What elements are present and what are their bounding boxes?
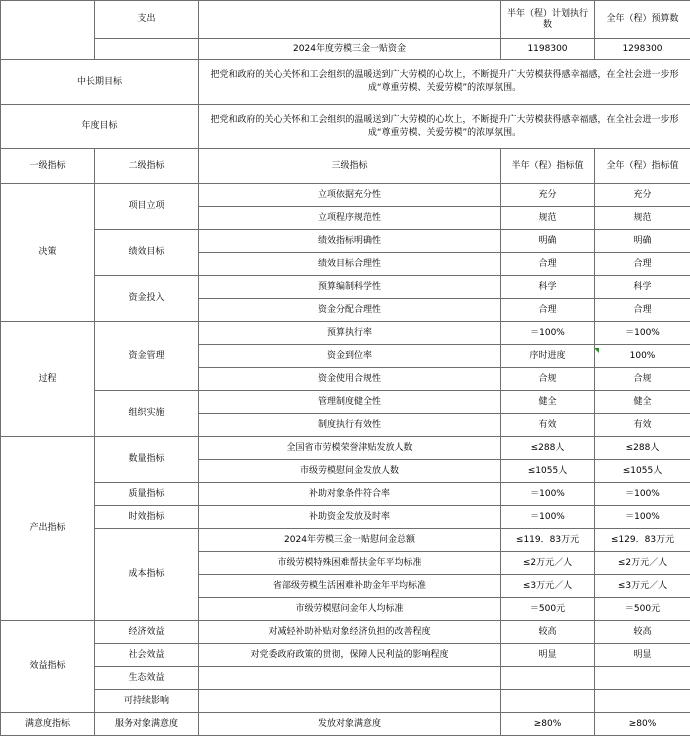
full-value: 有效 (595, 414, 690, 437)
half-amount: 1198300 (501, 39, 595, 60)
full-value: 充分 (595, 184, 690, 207)
full-value: 明确 (595, 230, 690, 253)
half-value: ＝100% (501, 506, 595, 529)
subgroup-sustainable: 可持续影响 (95, 690, 199, 713)
long-term-goal-label: 中长期目标 (1, 60, 199, 105)
blank-cell (95, 39, 199, 60)
half-value: 健全 (501, 391, 595, 414)
expense-header-row (1, 1, 690, 39)
indicator-name (199, 667, 501, 690)
full-value (595, 667, 690, 690)
column-header-row (1, 149, 690, 184)
table-row (1, 667, 690, 690)
half-value: ＝500元 (501, 598, 595, 621)
subgroup-ecological: 生态效益 (95, 667, 199, 690)
half-value: 合规 (501, 368, 595, 391)
half-value: ≥80% (501, 713, 595, 736)
table-row (1, 184, 690, 207)
table-row (1, 644, 690, 667)
level2-header: 二级指标 (95, 149, 199, 184)
group-output: 产出指标 (1, 437, 95, 621)
indicator-name: 制度执行有效性 (199, 414, 501, 437)
indicator-name: 全国省市劳模荣誉津贴发放人数 (199, 437, 501, 460)
subgroup-fund-input: 资金投入 (95, 276, 199, 322)
half-year-plan-header: 半年（程）计划执行数 (501, 1, 595, 39)
long-term-goal-text: 把党和政府的关心关怀和工会组织的温暖送到广大劳模的心坎上，不断提升广大劳模获得感幸福感，在全社会进一步形成“尊重劳模、关爱劳模”的浓厚氛围。 (199, 60, 690, 105)
subgroup-fund-management: 资金管理 (95, 322, 199, 391)
indicator-name: 预算执行率 (199, 322, 501, 345)
subgroup-project-setup: 项目立项 (95, 184, 199, 230)
group-benefit: 效益指标 (1, 621, 95, 713)
full-value: ≤129．83万元 (595, 529, 690, 552)
full-value: ≤288人 (595, 437, 690, 460)
indicator-name: 对减轻补助补贴对象经济负担的改善程度 (199, 621, 501, 644)
annual-goal-text: 把党和政府的关心关怀和工会组织的温暖送到广大劳模的心坎上，不断提升广大劳模获得感幸福感，在全社会进一步形成“尊重劳模、关爱劳模”的浓厚氛围。 (199, 105, 690, 149)
full-value: ＝100% (595, 483, 690, 506)
indicator-name: 管理制度健全性 (199, 391, 501, 414)
half-value (501, 667, 595, 690)
indicator-name: 立项程序规范性 (199, 207, 501, 230)
table-row (1, 437, 690, 460)
table-row (1, 322, 690, 345)
full-value: 明显 (595, 644, 690, 667)
table-row (1, 506, 690, 529)
full-value (595, 690, 690, 713)
table-row (1, 276, 690, 299)
table-row (1, 529, 690, 552)
indicator-name: 2024年劳模三金一贴慰问金总额 (199, 529, 501, 552)
half-value: ＝100% (501, 322, 595, 345)
table-row (1, 690, 690, 713)
full-value: ≤1055人 (595, 460, 690, 483)
blank-cell (1, 1, 95, 60)
subgroup-performance-goal: 绩效目标 (95, 230, 199, 276)
indicator-name (199, 690, 501, 713)
level3-header: 三级指标 (199, 149, 501, 184)
group-satisfaction: 满意度指标 (1, 713, 95, 736)
half-value: ≤288人 (501, 437, 595, 460)
half-value: ≤3万元／人 (501, 575, 595, 598)
half-value: 较高 (501, 621, 595, 644)
subgroup-quantity: 数量指标 (95, 437, 199, 483)
full-value-header: 全年（程）指标值 (595, 149, 690, 184)
full-value: ≤3万元／人 (595, 575, 690, 598)
level1-header: 一级指标 (1, 149, 95, 184)
indicator-name: 资金到位率 (199, 345, 501, 368)
indicator-name: 资金分配合理性 (199, 299, 501, 322)
full-value: ＝100% (595, 322, 690, 345)
half-value: 规范 (501, 207, 595, 230)
half-value (501, 690, 595, 713)
subgroup-cost: 成本指标 (95, 529, 199, 621)
full-value: 健全 (595, 391, 690, 414)
full-value: 100% (595, 345, 690, 368)
full-value: 规范 (595, 207, 690, 230)
full-value: ＝500元 (595, 598, 690, 621)
indicator-name: 绩效目标合理性 (199, 253, 501, 276)
indicator-name: 发放对象满意度 (199, 713, 501, 736)
half-value: 充分 (501, 184, 595, 207)
full-year-budget-header: 全年（程）预算数 (595, 1, 690, 39)
table-row (1, 621, 690, 644)
indicator-name: 预算编制科学性 (199, 276, 501, 299)
subgroup-social: 社会效益 (95, 644, 199, 667)
blank-cell (199, 1, 501, 39)
full-value: 合规 (595, 368, 690, 391)
indicator-name: 补助对象条件符合率 (199, 483, 501, 506)
indicator-name: 对党委政府政策的贯彻，保障人民利益的影响程度 (199, 644, 501, 667)
fund-name: 2024年度劳模三金一贴资金 (199, 39, 501, 60)
half-value-header: 半年（程）指标值 (501, 149, 595, 184)
full-value: 合理 (595, 299, 690, 322)
group-decision: 决策 (1, 184, 95, 322)
full-amount: 1298300 (595, 39, 690, 60)
expense-label: 支出 (95, 1, 199, 39)
indicator-name: 补助资金发放及时率 (199, 506, 501, 529)
half-value: ≤119．83万元 (501, 529, 595, 552)
subgroup-economic: 经济效益 (95, 621, 199, 644)
table-row (1, 391, 690, 414)
half-value: 有效 (501, 414, 595, 437)
full-value: ≥80% (595, 713, 690, 736)
half-value: 明确 (501, 230, 595, 253)
half-value: 明显 (501, 644, 595, 667)
half-value: 科学 (501, 276, 595, 299)
long-term-goal-row (1, 60, 690, 105)
indicator-name: 绩效指标明确性 (199, 230, 501, 253)
annual-goal-label: 年度目标 (1, 105, 199, 149)
subgroup-service-satisfaction: 服务对象满意度 (95, 713, 199, 736)
half-value: 合理 (501, 299, 595, 322)
indicator-name: 市级劳模特殊困难帮扶金年平均标准 (199, 552, 501, 575)
indicator-name: 市级劳模慰问金年人均标准 (199, 598, 501, 621)
half-value: 合理 (501, 253, 595, 276)
subgroup-quality: 质量指标 (95, 483, 199, 506)
annual-goal-row (1, 105, 690, 149)
full-value: 科学 (595, 276, 690, 299)
indicator-name: 立项依据充分性 (199, 184, 501, 207)
indicator-name: 省部级劳模生活困难补助金年平均标准 (199, 575, 501, 598)
cell-comment-marker (594, 348, 599, 353)
full-value: ＝100% (595, 506, 690, 529)
half-value: ≤1055人 (501, 460, 595, 483)
indicator-name: 资金使用合规性 (199, 368, 501, 391)
subgroup-org-implementation: 组织实施 (95, 391, 199, 437)
fund-row (1, 39, 690, 60)
subgroup-timeliness: 时效指标 (95, 506, 199, 529)
half-value: ＝100% (501, 483, 595, 506)
table-row (1, 230, 690, 253)
group-process: 过程 (1, 322, 95, 437)
table-row (1, 713, 690, 736)
full-value: ≤2万元／人 (595, 552, 690, 575)
full-value: 合理 (595, 253, 690, 276)
half-value: ≤2万元／人 (501, 552, 595, 575)
table-row (1, 483, 690, 506)
full-value: 较高 (595, 621, 690, 644)
indicator-name: 市级劳模慰问金发放人数 (199, 460, 501, 483)
half-value: 序时进度 (501, 345, 595, 368)
